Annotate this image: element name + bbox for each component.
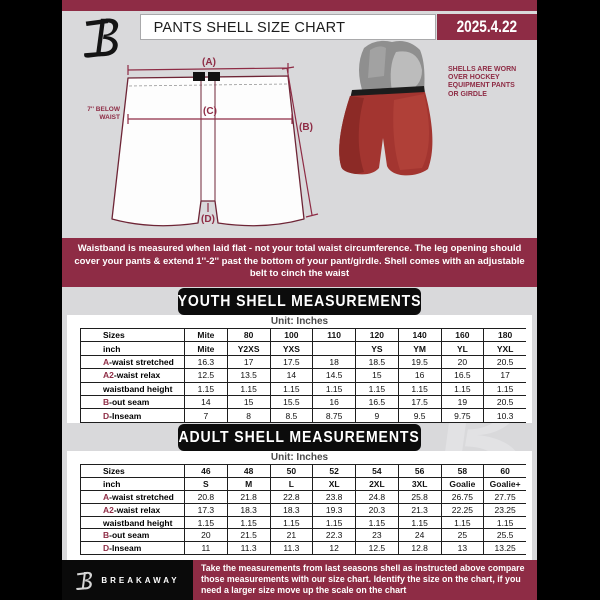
table-cell: 11 <box>184 542 227 554</box>
row-label: A2 -waist relax <box>103 370 161 381</box>
breakaway-logo-icon <box>75 569 95 591</box>
table-cell: 14 <box>270 369 313 381</box>
table-cell: 80 <box>227 329 270 341</box>
table-cell: 13.25 <box>483 542 526 554</box>
shell-measurement-diagram <box>102 56 332 234</box>
row-label: A -waist stretched <box>103 491 174 502</box>
table-cell: 10.3 <box>483 409 526 421</box>
table-cell <box>312 342 355 354</box>
table-cell: YM <box>398 342 441 354</box>
table-cell: Y2XS <box>227 342 270 354</box>
adult-table-panel <box>67 451 532 557</box>
table-cell: 18.3 <box>227 504 270 516</box>
row-label: inch <box>103 343 121 354</box>
table-cell: 12.5 <box>355 542 398 554</box>
table-cell: 21.3 <box>398 504 441 516</box>
brand-name: BREAKAWAY <box>101 575 180 585</box>
table-cell: 13.5 <box>227 369 270 381</box>
table-cell: 20.5 <box>483 356 526 368</box>
table-cell: 1.15 <box>312 517 355 529</box>
table-cell: XL <box>312 478 355 490</box>
row-label: B -out seam <box>103 397 150 408</box>
table-cell: 1.15 <box>441 517 484 529</box>
table-cell: 9.75 <box>441 409 484 421</box>
table-cell: 24.8 <box>355 491 398 503</box>
table-cell: 18 <box>312 356 355 368</box>
table-cell: YXL <box>483 342 526 354</box>
table-cell: 1.15 <box>270 383 313 395</box>
row-label: A2 -waist relax <box>103 504 161 515</box>
table-cell: 12.8 <box>398 542 441 554</box>
table-cell: 20.5 <box>483 396 526 408</box>
table-cell: Goalie <box>441 478 484 490</box>
row-label: Sizes <box>103 330 125 341</box>
table-cell: 16.3 <box>184 356 227 368</box>
table-cell: 21.8 <box>227 491 270 503</box>
table-cell: S <box>184 478 227 490</box>
table-cell: 1.15 <box>483 383 526 395</box>
table-cell: 27.75 <box>483 491 526 503</box>
size-chart-document <box>62 0 537 600</box>
waist-note: 7'' BELOW WAIST <box>87 106 120 121</box>
table-cell: 56 <box>398 465 441 477</box>
adult-unit-label: Unit: Inches <box>270 452 329 463</box>
table-cell: 18.3 <box>270 504 313 516</box>
table-cell: 14 <box>184 396 227 408</box>
table-cell: 46 <box>184 465 227 477</box>
table-cell: 20 <box>184 529 227 541</box>
table-cell: 19.5 <box>398 356 441 368</box>
page-title: PANTS SHELL SIZE CHART <box>153 18 346 36</box>
belt-buckle-icon <box>193 72 205 81</box>
table-cell: 50 <box>270 465 313 477</box>
table-cell: 1.15 <box>398 517 441 529</box>
row-label: waistband height <box>103 517 173 528</box>
table-cell: 140 <box>398 329 441 341</box>
table-cell: 23 <box>355 529 398 541</box>
table-cell: 16 <box>398 369 441 381</box>
table-cell: 100 <box>270 329 313 341</box>
table-cell: 1.15 <box>312 383 355 395</box>
table-cell: 160 <box>441 329 484 341</box>
page-title-box <box>140 14 436 40</box>
table-cell: 25 <box>441 529 484 541</box>
row-label: A -waist stretched <box>103 356 174 367</box>
table-cell: 1.15 <box>270 517 313 529</box>
row-label: D -Inseam <box>103 410 142 421</box>
table-cell: 25.5 <box>483 529 526 541</box>
table-cell: 17.3 <box>184 504 227 516</box>
table-cell: 16.5 <box>355 396 398 408</box>
shell-photo-caption: SHELLS ARE WORN OVER HOCKEY EQUIPMENT PANTS OR GIRDLE <box>448 66 517 98</box>
footer-brand-box <box>62 560 193 600</box>
table-cell: 110 <box>312 329 355 341</box>
table-cell: 23.8 <box>312 491 355 503</box>
table-cell: YS <box>355 342 398 354</box>
table-cell: 17 <box>483 369 526 381</box>
table-cell: 15 <box>227 396 270 408</box>
table-cell: Mite <box>184 329 227 341</box>
row-label: B -out seam <box>103 530 150 541</box>
table-cell: 120 <box>355 329 398 341</box>
banner-text: Waistband is measured when laid flat - not your total waist circumference. The leg opening should cover your pants & extend 1''-2'' past the bottom of your pant/girdle. Shell comes with an adjustable belt to cinch the waist <box>74 243 525 280</box>
table-cell: 1.15 <box>355 517 398 529</box>
table-cell: 48 <box>227 465 270 477</box>
table-row <box>81 409 526 422</box>
table-cell: 1.15 <box>184 383 227 395</box>
table-cell: 15.5 <box>270 396 313 408</box>
table-cell: 19.3 <box>312 504 355 516</box>
table-cell: 8.5 <box>270 409 313 421</box>
dim-a-label: (A) <box>202 57 216 68</box>
table-cell: 17.5 <box>270 356 313 368</box>
table-row <box>81 342 526 355</box>
table-cell: 3XL <box>398 478 441 490</box>
footer-note-box <box>193 560 537 600</box>
table-cell: 1.15 <box>355 383 398 395</box>
youth-unit-label: Unit: Inches <box>270 316 329 327</box>
date-badge <box>437 14 537 40</box>
table-row <box>81 369 526 382</box>
table-cell: 17 <box>227 356 270 368</box>
table-cell: Goalie+ <box>483 478 526 490</box>
table-cell: 22.3 <box>312 529 355 541</box>
table-cell: 20.8 <box>184 491 227 503</box>
table-row <box>81 517 526 530</box>
table-cell: 8 <box>227 409 270 421</box>
table-cell: 22.8 <box>270 491 313 503</box>
table-cell: 22.25 <box>441 504 484 516</box>
table-row <box>81 491 526 504</box>
table-cell: 25.8 <box>398 491 441 503</box>
top-accent-bar <box>62 0 537 11</box>
table-cell: 1.15 <box>441 383 484 395</box>
youth-table-panel <box>67 315 532 423</box>
table-row <box>81 504 526 517</box>
table-cell: 1.15 <box>227 383 270 395</box>
adult-measurements-table <box>80 464 526 555</box>
dim-c-label: (C) <box>203 106 217 117</box>
table-cell: 19 <box>441 396 484 408</box>
table-cell: 54 <box>355 465 398 477</box>
table-cell: 11.3 <box>270 542 313 554</box>
footer-note-text: Take the measurements from last seasons shell as instructed above compare those measurements with our size chart. Identify the size on the chart, if you need a larger size move up the scale on the chart <box>201 563 525 596</box>
dim-b-label: (B) <box>299 122 313 133</box>
date-text: 2025.4.22 <box>456 17 518 36</box>
table-cell: 1.15 <box>398 383 441 395</box>
dim-d-label: (D) <box>201 214 215 225</box>
table-cell: L <box>270 478 313 490</box>
table-cell: 9 <box>355 409 398 421</box>
table-cell: 13 <box>441 542 484 554</box>
table-cell: 58 <box>441 465 484 477</box>
table-cell: 8.75 <box>312 409 355 421</box>
table-cell: YXS <box>270 342 313 354</box>
measurement-note-banner <box>62 238 537 287</box>
table-cell: 12 <box>312 542 355 554</box>
table-cell: 23.25 <box>483 504 526 516</box>
table-cell: 24 <box>398 529 441 541</box>
table-cell: 17.5 <box>398 396 441 408</box>
table-cell: 1.15 <box>227 517 270 529</box>
table-row <box>81 383 526 396</box>
table-cell: 60 <box>483 465 526 477</box>
breakaway-logo-icon <box>74 13 132 59</box>
table-cell: 2XL <box>355 478 398 490</box>
table-cell: 52 <box>312 465 355 477</box>
row-label: D -Inseam <box>103 543 142 554</box>
table-row <box>81 529 526 542</box>
youth-section-heading: YOUTH SHELL MEASUREMENTS <box>178 288 421 315</box>
table-cell: 12.5 <box>184 369 227 381</box>
table-cell: 1.15 <box>483 517 526 529</box>
table-cell: 16.5 <box>441 369 484 381</box>
shell-photo <box>334 36 446 228</box>
table-cell: 7 <box>184 409 227 421</box>
adult-section-heading: ADULT SHELL MEASUREMENTS <box>178 424 421 451</box>
table-row <box>81 542 526 555</box>
table-cell: 21 <box>270 529 313 541</box>
table-cell: Mite <box>184 342 227 354</box>
table-cell: 26.75 <box>441 491 484 503</box>
table-cell: YL <box>441 342 484 354</box>
row-label: inch <box>103 478 121 489</box>
table-cell: 9.5 <box>398 409 441 421</box>
table-cell: 21.5 <box>227 529 270 541</box>
table-cell: 16 <box>312 396 355 408</box>
table-row <box>81 356 526 369</box>
row-label: waistband height <box>103 383 173 394</box>
table-cell: 18.5 <box>355 356 398 368</box>
table-cell: 1.15 <box>184 517 227 529</box>
table-cell: 14.5 <box>312 369 355 381</box>
table-cell: 180 <box>483 329 526 341</box>
table-row <box>81 465 526 478</box>
youth-measurements-table <box>80 328 526 423</box>
table-cell: 20.3 <box>355 504 398 516</box>
table-cell: M <box>227 478 270 490</box>
table-cell: 20 <box>441 356 484 368</box>
table-cell: 11.3 <box>227 542 270 554</box>
row-label: Sizes <box>103 465 125 476</box>
table-cell: 15 <box>355 369 398 381</box>
table-row <box>81 478 526 491</box>
table-row <box>81 396 526 409</box>
table-row <box>81 329 526 342</box>
